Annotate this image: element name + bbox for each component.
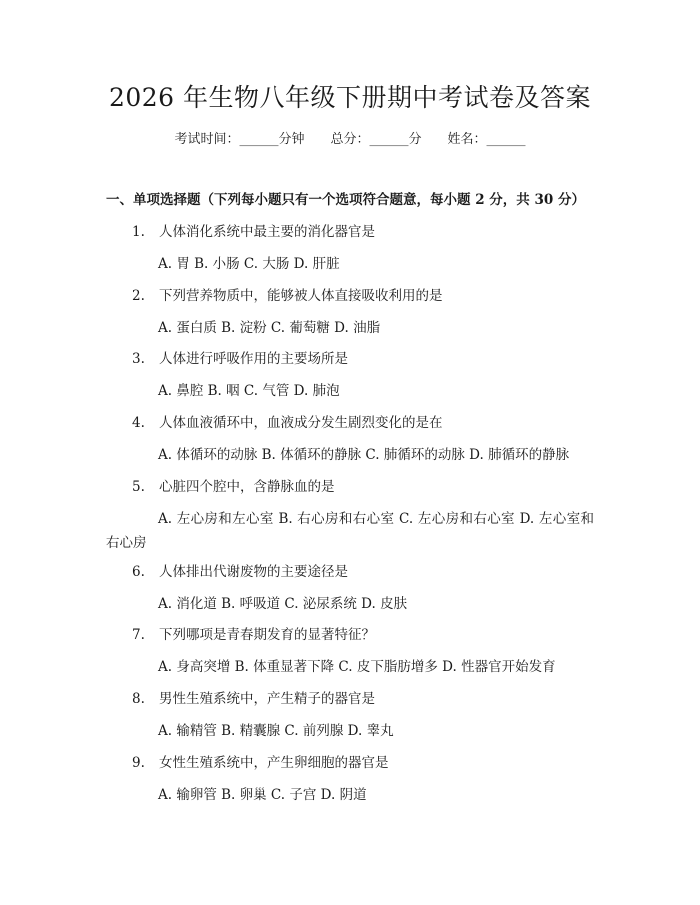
total-score-field: 总分：______分 (330, 132, 422, 147)
question-1 (132, 219, 375, 245)
question-7 (132, 622, 375, 648)
question-1-options: A. 胃 B. 小肠 C. 大肠 D. 肝脏 (158, 256, 340, 272)
question-text: 男性生殖系统中，产生精子的器官是 (159, 691, 375, 707)
question-9-options: A. 输卵管 B. 卵巢 C. 子宫 D. 阴道 (158, 787, 367, 803)
question-number: 5. (132, 479, 145, 495)
question-text: 人体排出代谢废物的主要途径是 (159, 564, 348, 580)
question-number: 2. (132, 288, 145, 304)
question-2-options: A. 蛋白质 B. 淀粉 C. 葡萄糖 D. 油脂 (158, 320, 381, 336)
page-title: 2026 年生物八年级下册期中考试卷及答案 (108, 83, 592, 112)
question-3 (132, 346, 348, 372)
exam-time-field: 考试时间：______分钟 (174, 132, 305, 147)
question-4 (132, 410, 443, 436)
question-8-options: A. 输精管 B. 精囊腺 C. 前列腺 D. 睾丸 (158, 723, 394, 739)
question-text: 下列哪项是青春期发育的显著特征？ (159, 627, 375, 643)
question-text: 女性生殖系统中，产生卵细胞的器官是 (159, 755, 389, 771)
question-3-options: A. 鼻腔 B. 咽 C. 气管 D. 肺泡 (158, 383, 340, 399)
question-4-options: A. 体循环的动脉 B. 体循环的静脉 C. 肺循环的动脉 D. 肺循环的静脉 (158, 447, 570, 463)
question-9 (132, 750, 389, 776)
exam-meta (0, 128, 700, 152)
question-number: 6. (132, 564, 145, 580)
question-6-options: A. 消化道 B. 呼吸道 C. 泌尿系统 D. 皮肤 (158, 596, 408, 612)
question-text: 下列营养物质中，能够被人体直接吸收利用的是 (159, 288, 443, 304)
question-number: 8. (132, 691, 145, 707)
question-text: 人体消化系统中最主要的消化器官是 (159, 224, 375, 240)
question-8 (132, 686, 375, 712)
question-text: 人体血液循环中，血液成分发生剧烈变化的是在 (159, 415, 443, 431)
question-text: 心脏四个腔中，含静脉血的是 (159, 479, 335, 495)
question-7-options: A. 身高突增 B. 体重显著下降 C. 皮下脂肪增多 D. 性器官开始发育 (158, 659, 556, 675)
student-name-field: 姓名：______ (447, 132, 526, 147)
question-6 (132, 559, 348, 585)
section-heading: 一、单项选择题（下列每小题只有一个选项符合题意，每小题 2 分，共 30 分） (106, 192, 585, 208)
question-5 (132, 474, 335, 500)
question-2 (132, 283, 443, 309)
question-5-options: A. 左心房和左心室 B. 右心房和右心室 C. 左心房和右心室 D. 左心室和右心房 (106, 511, 594, 551)
question-number: 4. (132, 415, 145, 431)
question-number: 9. (132, 755, 145, 771)
question-text: 人体进行呼吸作用的主要场所是 (159, 351, 348, 367)
question-number: 1. (132, 224, 145, 240)
question-number: 3. (132, 351, 145, 367)
question-number: 7. (132, 627, 145, 643)
